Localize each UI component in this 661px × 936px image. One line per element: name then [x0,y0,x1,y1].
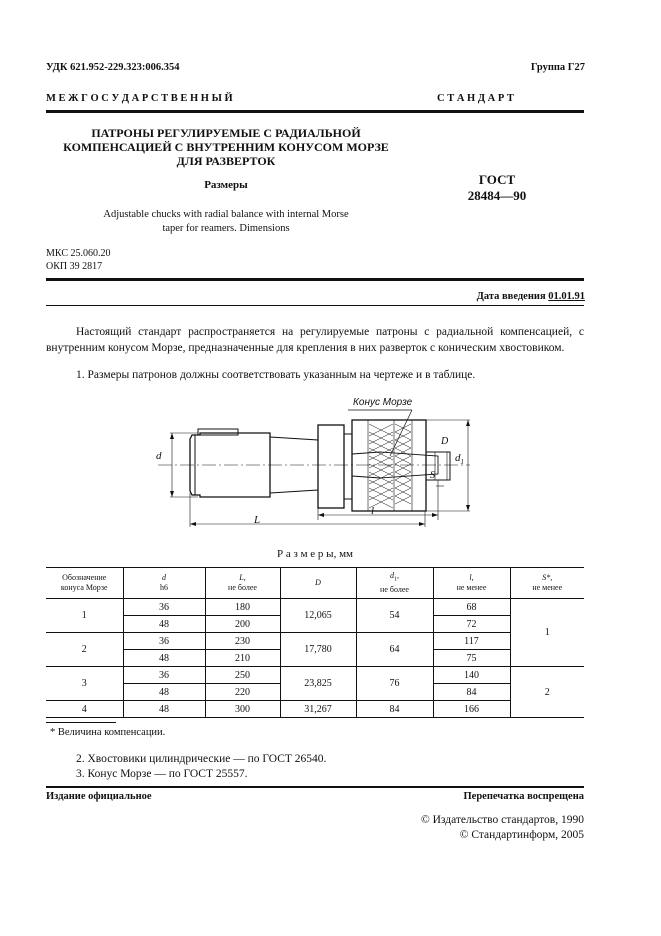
official-edition: Издание официальное [46,791,152,802]
cell-d1: 54 [356,599,433,633]
copyright-1: © Издательство стандартов, 1990 [420,814,584,826]
cell-d: 36 [123,599,205,616]
cell-S: 1 [510,599,584,667]
cell-d: 36 [123,633,205,650]
header-d-l2: h6 [160,583,168,592]
date-rule [46,305,584,306]
header-d [123,568,205,599]
header-rule [46,110,584,113]
codes-rule [46,278,584,281]
header-d1-suffix: , [397,571,399,581]
header-S-l2: не менее [532,583,563,592]
cell-l: 117 [433,633,510,650]
gost-designation [437,172,557,204]
scope-paragraph: Настоящий стандарт распространяется на регулируемые патроны с радиальной компенсацией, с внутренним конусом Морзе, предназначенные для крепления в них разверток с коническим хвостовиком. [46,326,584,354]
header-L [205,568,280,599]
title-line2: КОМПЕНСАЦИЕЙ С ВНУТРЕННИМ КОНУСОМ МОРЗЕ [63,140,389,154]
note-3: 3. Конус Морзе — по ГОСТ 25557. [76,768,248,780]
dim-L-label: L [254,514,261,526]
clause-1: 1. Размеры патронов должны соответствовать указанным на чертеже и в таблице. [76,369,476,381]
table-row [46,633,584,650]
cell-D: 23,825 [280,667,356,701]
gost-number: 28484—90 [467,188,527,203]
header-d1-l2: не более [380,584,409,594]
header-L-l1: L, [239,573,246,582]
document-title [46,126,406,168]
header-D-l1: D [315,578,321,587]
cell-L: 230 [205,633,280,650]
cell-d1: 76 [356,667,433,701]
dim-l-label: l [371,505,375,517]
cell-l: 140 [433,667,510,684]
cell-D: 31,267 [280,701,356,718]
dim-d1-sub: 1 [460,458,464,467]
cell-d: 48 [123,701,205,718]
intro-date-label: Дата введения [476,291,546,302]
cell-d: 36 [123,667,205,684]
subtitle: Размеры [204,179,248,191]
standard-type-word2: С Т А Н Д А Р Т [437,93,514,104]
cell-L: 250 [205,667,280,684]
header-S [510,568,584,599]
cell-morse: 3 [46,667,123,701]
header-d1-text: d [390,571,394,581]
table-row [46,701,584,718]
cell-L: 300 [205,701,280,718]
cell-L: 220 [205,684,280,701]
dim-d-label: d [156,450,162,462]
gost-label: ГОСТ [478,172,516,187]
cell-morse: 2 [46,633,123,667]
copyright-2: © Стандартинформ, 2005 [459,829,584,841]
cell-d1: 84 [356,701,433,718]
intro-date [477,291,585,302]
mks-code: МКС 25.060.20 [46,248,111,259]
header-d1 [356,568,433,599]
dim-S-label: S [430,470,435,481]
dimensions-table [46,567,584,718]
english-title [46,208,406,236]
dim-d1-text: d [455,452,461,464]
cell-morse: 1 [46,599,123,633]
cell-L: 210 [205,650,280,667]
header-morse-l2: конуса Морзе [60,583,108,592]
header-L-l2: не более [228,583,257,592]
table-caption: Р а з м е р ы, мм [276,548,353,560]
cell-l: 84 [433,684,510,701]
cell-d1: 64 [356,633,433,667]
footer-rule [46,786,584,788]
footnote-rule [46,722,116,723]
cell-L: 200 [205,616,280,633]
cell-l: 68 [433,599,510,616]
english-title-line1: Adjustable chucks with radial balance with internal Morse [103,209,349,220]
cell-l: 75 [433,650,510,667]
cell-morse: 4 [46,701,123,718]
classification-codes [46,247,110,273]
table-footnote: * Величина компенсации. [50,727,166,738]
okp-code: ОКП 39 2817 [46,261,103,272]
header-l-l1: l, [469,573,474,582]
cell-d: 48 [123,650,205,667]
dim-d1-label [455,452,464,466]
header-l [433,568,510,599]
table-header-row [46,568,584,599]
header-d1-sub: 1 [394,576,397,583]
header-morse-l1: Обозначение [62,573,107,582]
copyright-block [421,813,584,843]
cell-D: 17,780 [280,633,356,667]
dim-D-label: D [441,436,449,447]
standard-type-word1: М Е Ж Г О С У Д А Р С Т В Е Н Н Ы Й [46,93,233,104]
reprint-notice: Перепечатка воспрещена [463,791,584,802]
group-code: Группа Г27 [530,62,585,73]
header-S-l1: S*, [542,573,553,582]
morse-taper-label: Конус Морзе [353,397,413,408]
header-morse [46,568,123,599]
cell-d: 48 [123,684,205,701]
udk-code: УДК 621.952-229.323:006.354 [46,62,180,73]
cell-d: 48 [123,616,205,633]
english-title-line2: taper for reamers. Dimensions [162,223,290,234]
title-line3: ДЛЯ РАЗВЕРТОК [176,154,276,168]
header-d-l1: d [162,573,166,582]
cell-S: 2 [510,667,584,718]
header-l-l2: не менее [456,583,487,592]
cell-l: 72 [433,616,510,633]
cell-D: 12,065 [280,599,356,633]
cell-l: 166 [433,701,510,718]
table-row [46,667,584,684]
cell-L: 180 [205,599,280,616]
note-2: 2. Хвостовики цилиндрические — по ГОСТ 26540. [76,753,327,765]
table-row [46,599,584,616]
header-D [280,568,356,599]
intro-date-value: 01.01.91 [548,291,585,302]
chuck-drawing [150,392,480,532]
title-line1: ПАТРОНЫ РЕГУЛИРУЕМЫЕ С РАДИАЛЬНОЙ [91,126,361,140]
